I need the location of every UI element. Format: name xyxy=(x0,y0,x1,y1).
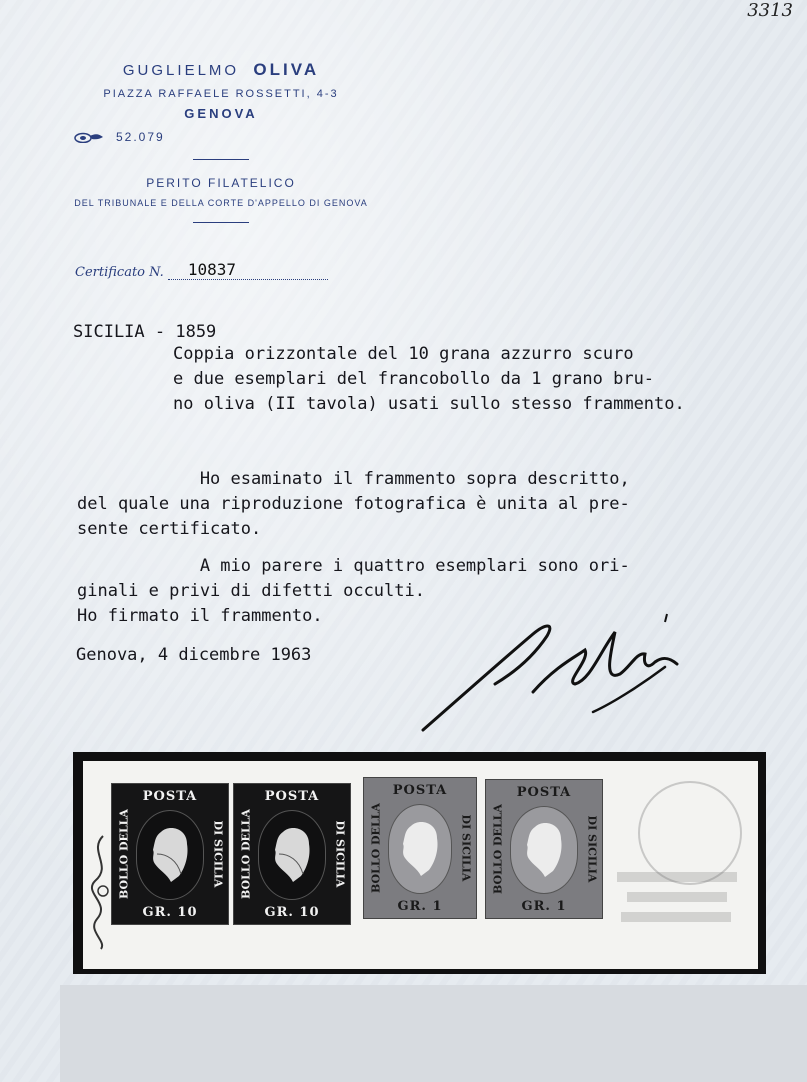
stamp-value-label: GR. 1 xyxy=(397,899,443,914)
stamp-value-label: GR. 1 xyxy=(521,899,567,914)
expert-first-name: GUGLIELMO xyxy=(122,62,240,79)
stamp-portrait-frame xyxy=(510,806,578,894)
stamp-left-label: BOLLO DELLA xyxy=(117,809,131,899)
cover-fragment xyxy=(83,761,758,969)
certificate-label: Certificato N. xyxy=(75,265,164,280)
place-date: Genova, 4 dicembre 1963 xyxy=(76,645,312,665)
stamp-1-grano xyxy=(485,779,603,919)
stamp-top-label: POSTA xyxy=(392,783,448,798)
phone-number: 52.079 xyxy=(116,130,165,144)
expert-role: PERITO FILATELICO xyxy=(146,176,296,190)
king-portrait xyxy=(147,824,193,886)
divider xyxy=(193,159,249,160)
expert-name xyxy=(56,60,386,80)
letterhead xyxy=(56,60,386,223)
stamp-left-label: BOLLO DELLA xyxy=(239,809,253,899)
stamp-10-grana xyxy=(233,783,351,925)
stamp-top-label: POSTA xyxy=(264,789,320,804)
item-description: Coppia orizzontale del 10 grana azzurro scuro e due esemplari del francobollo da 1 grano bru- no oliva (II tavola) usati sullo stesso frammento. xyxy=(173,344,685,414)
expert-last-name: OLIVA xyxy=(253,60,320,79)
expert-city: GENOVA xyxy=(184,106,258,121)
stamp-right-label: DI SICILIA xyxy=(585,815,599,883)
faded-postmark-lettering xyxy=(613,866,758,936)
stamp-value-label: GR. 10 xyxy=(264,905,320,920)
stamp-left-label: BOLLO DELLA xyxy=(369,803,383,893)
stamp-portrait-frame xyxy=(258,810,326,900)
expert-signature xyxy=(415,612,695,742)
king-portrait xyxy=(521,819,567,881)
stamp-top-label: POSTA xyxy=(516,785,572,800)
stamp-10-grana xyxy=(111,783,229,925)
stamp-value-label: GR. 10 xyxy=(142,905,198,920)
stamp-top-label: POSTA xyxy=(142,789,198,804)
archive-number: 3313 xyxy=(747,0,793,21)
expert-address: PIAZZA RAFFAELE ROSSETTI, 4-3 xyxy=(103,88,339,100)
examination-paragraph: Ho esaminato il frammento sopra descritto, del quale una riproduzione fotografica è unita al pre- sente certificato. xyxy=(77,469,630,539)
stamp-right-label: DI SICILIA xyxy=(211,820,225,888)
stamp-right-label: DI SICILIA xyxy=(459,814,473,882)
stamp-right-label: DI SICILIA xyxy=(333,820,347,888)
stamp-left-label: BOLLO DELLA xyxy=(491,804,505,894)
expert-court: DEL TRIBUNALE E DELLA CORTE D'APPELLO DI GENOVA xyxy=(74,198,368,208)
certificate-number: 10837 xyxy=(168,260,328,280)
phone-line xyxy=(74,130,165,144)
backing-sheet xyxy=(60,985,807,1082)
stamp-1-grano xyxy=(363,777,477,919)
opinion-paragraph: A mio parere i quattro esemplari sono ori- ginali e privi di difetti occulti. Ho firmato il frammento. xyxy=(77,556,630,626)
issue-heading: SICILIA - 1859 xyxy=(73,322,217,342)
certificate-number-line xyxy=(75,260,328,280)
stamp-portrait-frame xyxy=(388,804,452,894)
telephone-icon xyxy=(74,132,104,143)
divider xyxy=(193,222,249,223)
stamp-portrait-frame xyxy=(136,810,204,900)
king-portrait xyxy=(269,824,315,886)
king-portrait xyxy=(397,818,443,880)
